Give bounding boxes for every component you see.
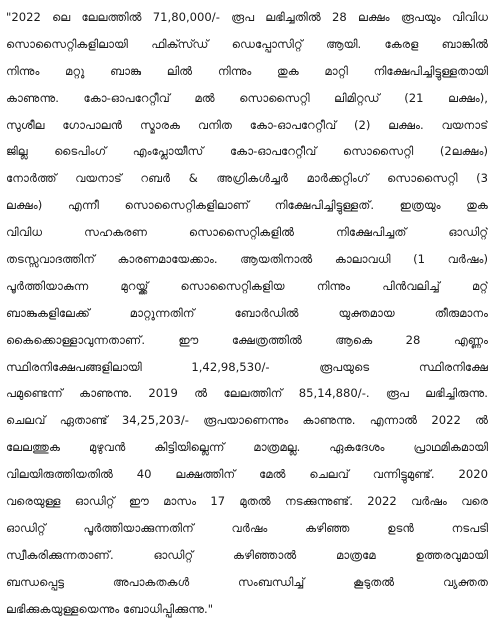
text-line: സ്വീകരിക്കുന്നതാണ്. ഓഡിറ്റ് കഴിഞ്ഞാൽ മാത്രമേ ഉത്തരവുമായി (6, 547, 488, 562)
text-line: ലക്ഷം) എന്നീ സൊസൈറ്റികളിലാണ് നിക്ഷേപിച്ചിട്ടുള്ളത്. ഇത്രയും തുക (6, 198, 488, 213)
text-line: വരെയുള്ള ഓഡിറ്റ് ഈ മാസം 17 മുതൽ നടക്കുന്നുണ്ട്. 2022 വർഷം വരെ (6, 494, 488, 509)
text-line: ലേലത്തുക മുഴുവൻ കിട്ടിയില്ലെന്ന് മാത്രമല്ല. ഏകദേശം പ്രാഥമികമായി (6, 440, 488, 455)
text-line: ലഭിക്കുകയുള്ളയെന്നും ബോധിപ്പിക്കുന്നു." (6, 601, 214, 616)
text-line: ബാങ്കുകളിലേക്ക് മാറ്റുന്നതിന് ബോർഡിൽ യുക്തമായ തീരുമാനം (6, 305, 488, 320)
text-line: പൂർത്തിയാകുന്ന മുറയ്ക്ക് സൊസൈറ്റികളിയ നിന്നും പിൻവലിച്ച് മറ്റ് (6, 278, 488, 293)
text-line: ബന്ധപ്പെട്ട അപാകതകൾ സംബന്ധിച്ച് കൂടുതൽ വ്യക്തത (6, 574, 488, 589)
text-line: നിന്നും മറ്റു ബാങ്കു ലിൽ നിന്നും തുക മാറ്റി നിക്ഷേപിച്ചിട്ടുള്ളതായി (6, 63, 488, 78)
text-line: സൊസൈറ്റികളിലായി ഫിക്സ്ഡ് ഡെപ്പോസിറ്റ് ആയി. കേരള ബാങ്കിൽ (6, 36, 488, 51)
text-line: സ്ഥിരനിക്ഷേപങ്ങളിലായി 1,42,98,530/- രൂപയുടെ സ്ഥിരനിക്ഷേ (6, 359, 488, 374)
text-line: നോർത്ത് വയനാട് റബർ & അഗ്രികൾച്ചർ മാർക്കറ്റിംഗ് സൊസൈറ്റി (3 (6, 171, 488, 186)
text-line: കൈക്കൊള്ളാവുന്നതാണ്. ഈ ക്ഷേത്രത്തിൽ ആകെ 28 എണ്ണം (6, 332, 488, 347)
text-line: കാണുന്നു. കോ-ഓപറേറ്റീവ് മൽ സൊസൈറ്റി ലിമിറ്റഡ് (21 ലക്ഷം), (6, 90, 488, 105)
text-line: "2022 ലെ ലേലത്തിൽ 71,80,000/- രൂപ ലഭിച്ചതിൽ 28 ലക്ഷം രൂപയും വിവിധ (6, 10, 488, 24)
text-line: വിവിധ സഹകരണ സൊസൈറ്റികളിൽ നിക്ഷേപിച്ചത് ഓഡിറ്റ് (6, 225, 488, 240)
text-line: തടസ്സവാദത്തിന് കാരണമായേക്കാം. ആയതിനാൽ കാലാവധി (1 വർഷം) (6, 252, 488, 267)
text-line: ഓഡിറ്റ് പൂർത്തിയാക്കുന്നതിന് വർഷം കഴിഞ്ഞ ഉടൻ നടപടി (6, 520, 488, 535)
text-line: സുശീല ഗോപാലൻ സ്മാരക വനിത കോ-ഓപറേറ്റീവ് (2) ലക്ഷം. വയനാട് (6, 117, 488, 132)
text-line: ചെലവ് ഏതാണ്ട് 34,25,203/- രൂപയാണെന്നും കാണുന്നു. എന്നാൽ 2022 ൽ (6, 413, 488, 428)
text-line: വിലയിരുത്തിയതിൽ 40 ലക്ഷത്തിന് മേൽ ചെലവ് വന്നിട്ടുമുണ്ട്. 2020 (6, 467, 488, 482)
text-line: ജില്ല ടൈപിംഗ് എംപ്ലോയീസ് കോ-ഓപറേറ്റീവ് സൊസൈറ്റി (2ലക്ഷം) (6, 144, 488, 159)
text-line: പമുണ്ടെന്ന് കാണുന്നു. 2019 ൽ ലേലത്തിന് 85,14,880/-. രൂപ ലഭിച്ചിരുന്നു. (6, 386, 488, 401)
